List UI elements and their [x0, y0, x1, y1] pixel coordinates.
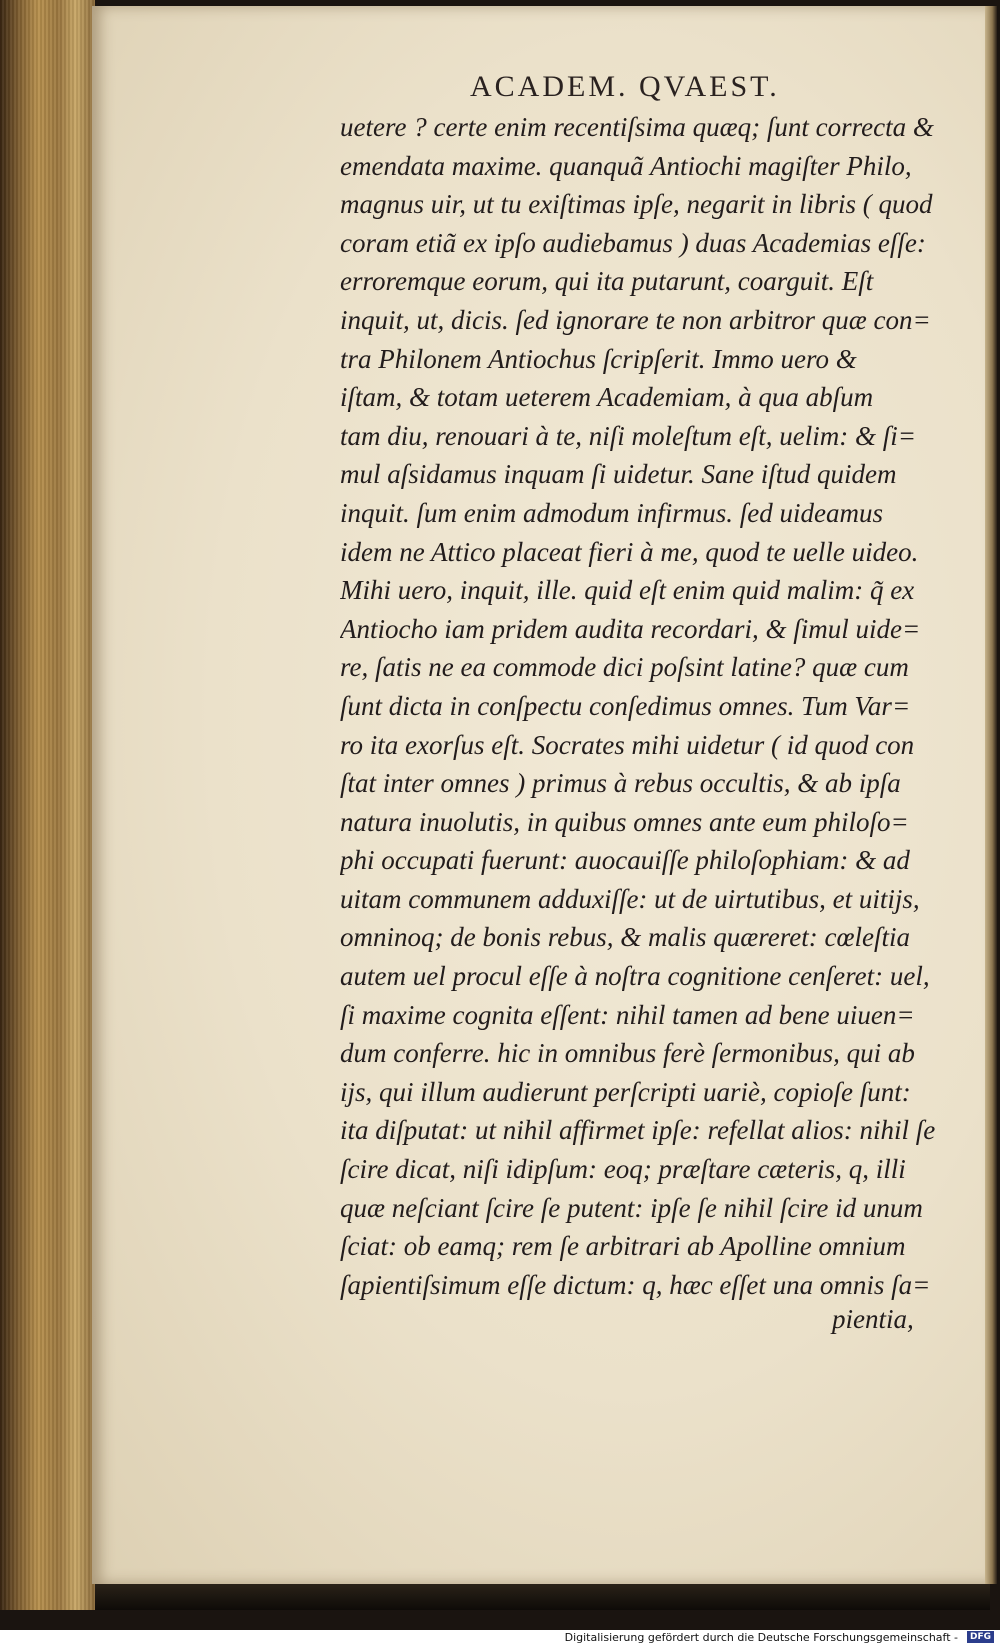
funding-credit: Digitalisierung gefördert durch die Deutsche Forschungsgemeinschaft - — [564, 1631, 958, 1644]
text-line: inquit. ſum enim admodum infirmus. ſed uideamus — [340, 497, 883, 528]
text-line: tra Philonem Antiochus ſcripſerit. Immo uero & — [340, 343, 857, 374]
text-line: uitam communem adduxiſſe: ut de uirtutibus, et uitijs, — [340, 883, 920, 914]
text-line: ſi maxime cognita eſſent: nihil tamen ad bene uiuen= — [340, 999, 915, 1030]
text-line: natura inuolutis, in quibus omnes ante eum philoſo= — [340, 806, 909, 837]
text-line: Mihi uero, inquit, ille. quid eſt enim quid malim: q̃ ex — [340, 575, 915, 606]
book-fore-edge — [0, 0, 95, 1610]
text-line: coram etiã ex ipſo audiebamus ) duas Academias eſſe: — [340, 227, 926, 258]
page-gutter-edge — [985, 6, 997, 1584]
dfg-logo: DFG — [967, 1631, 994, 1643]
text-line: omninoq; de bonis rebus, & malis quæreret: cœleſtia — [340, 922, 910, 953]
text-line: re, ſatis ne ea commode dici poſsint latine? quæ cum — [340, 652, 909, 683]
text-line: ſtat inter omnes ) primus à rebus occultis, & ab ipſa — [340, 768, 901, 799]
text-line: ſciat: ob eamq; rem ſe arbitrari ab Apolline omnium — [340, 1231, 906, 1262]
text-line: ſapientiſsimum eſſe dictum: q, hæc eſſet una omnis ſa= — [340, 1269, 931, 1300]
text-line: mul aſsidamus inquam ſi uidetur. Sane iſtud quidem — [340, 459, 897, 490]
text-line: emendata maxime. quanquã Antiochi magiſter Philo, — [340, 150, 912, 181]
text-line: erroremque eorum, qui ita putarunt, coarguit. Eſt — [340, 266, 874, 297]
catchword: pientia, — [832, 1304, 914, 1334]
running-head: ACADEM. QVAEST. — [470, 70, 780, 103]
text-line: quæ neſciant ſcire ſe putent: ipſe ſe nihil ſcire id unum — [340, 1192, 923, 1223]
text-block — [340, 108, 980, 1304]
footer-bar — [0, 1630, 1000, 1646]
text-line: phi occupati fuerunt: auocauiſſe philoſophiam: & ad — [340, 845, 910, 876]
text-line: ro ita exorſus eſt. Socrates mihi uidetur ( id quod con — [340, 729, 915, 760]
text-line: ſunt dicta in conſpectu conſedimus omnes. Tum Var= — [340, 690, 911, 721]
text-line: ijs, qui illum audierunt perſcripti uariè, copioſe ſunt: — [340, 1076, 911, 1107]
text-line: ita diſputat: ut nihil affirmet ipſe: refellat alios: nihil ſe — [340, 1115, 936, 1146]
text-line: dum conferre. hic in omnibus ferè ſermonibus, qui ab — [340, 1038, 915, 1069]
page-bottom-shadow — [95, 1584, 990, 1610]
text-line: autem uel procul eſſe à noſtra cognitione cenſeret: uel, — [340, 961, 930, 992]
text-line: iſtam, & totam ueterem Academiam, à qua abſum — [340, 382, 874, 413]
text-line: idem ne Attico placeat fieri à me, quod te uelle uideo. — [340, 536, 919, 567]
text-line: magnus uir, ut tu exiſtimas ipſe, negarit in libris ( quod — [340, 189, 933, 220]
text-line: ſcire dicat, niſi idipſum: eoq; præſtare cæteris, q, illi — [340, 1154, 906, 1185]
text-line: inquit, ut, dicis. ſed ignorare te non arbitror quæ con= — [340, 304, 931, 335]
text-line: tam diu, renouari à te, niſi moleſtum eſt, uelim: & ſi= — [340, 420, 916, 451]
text-line: uetere ? certe enim recentiſsima quæq; ſunt correcta & — [340, 112, 934, 142]
text-line: Antiocho iam pridem audita recordari, & ſimul uide= — [340, 613, 921, 644]
